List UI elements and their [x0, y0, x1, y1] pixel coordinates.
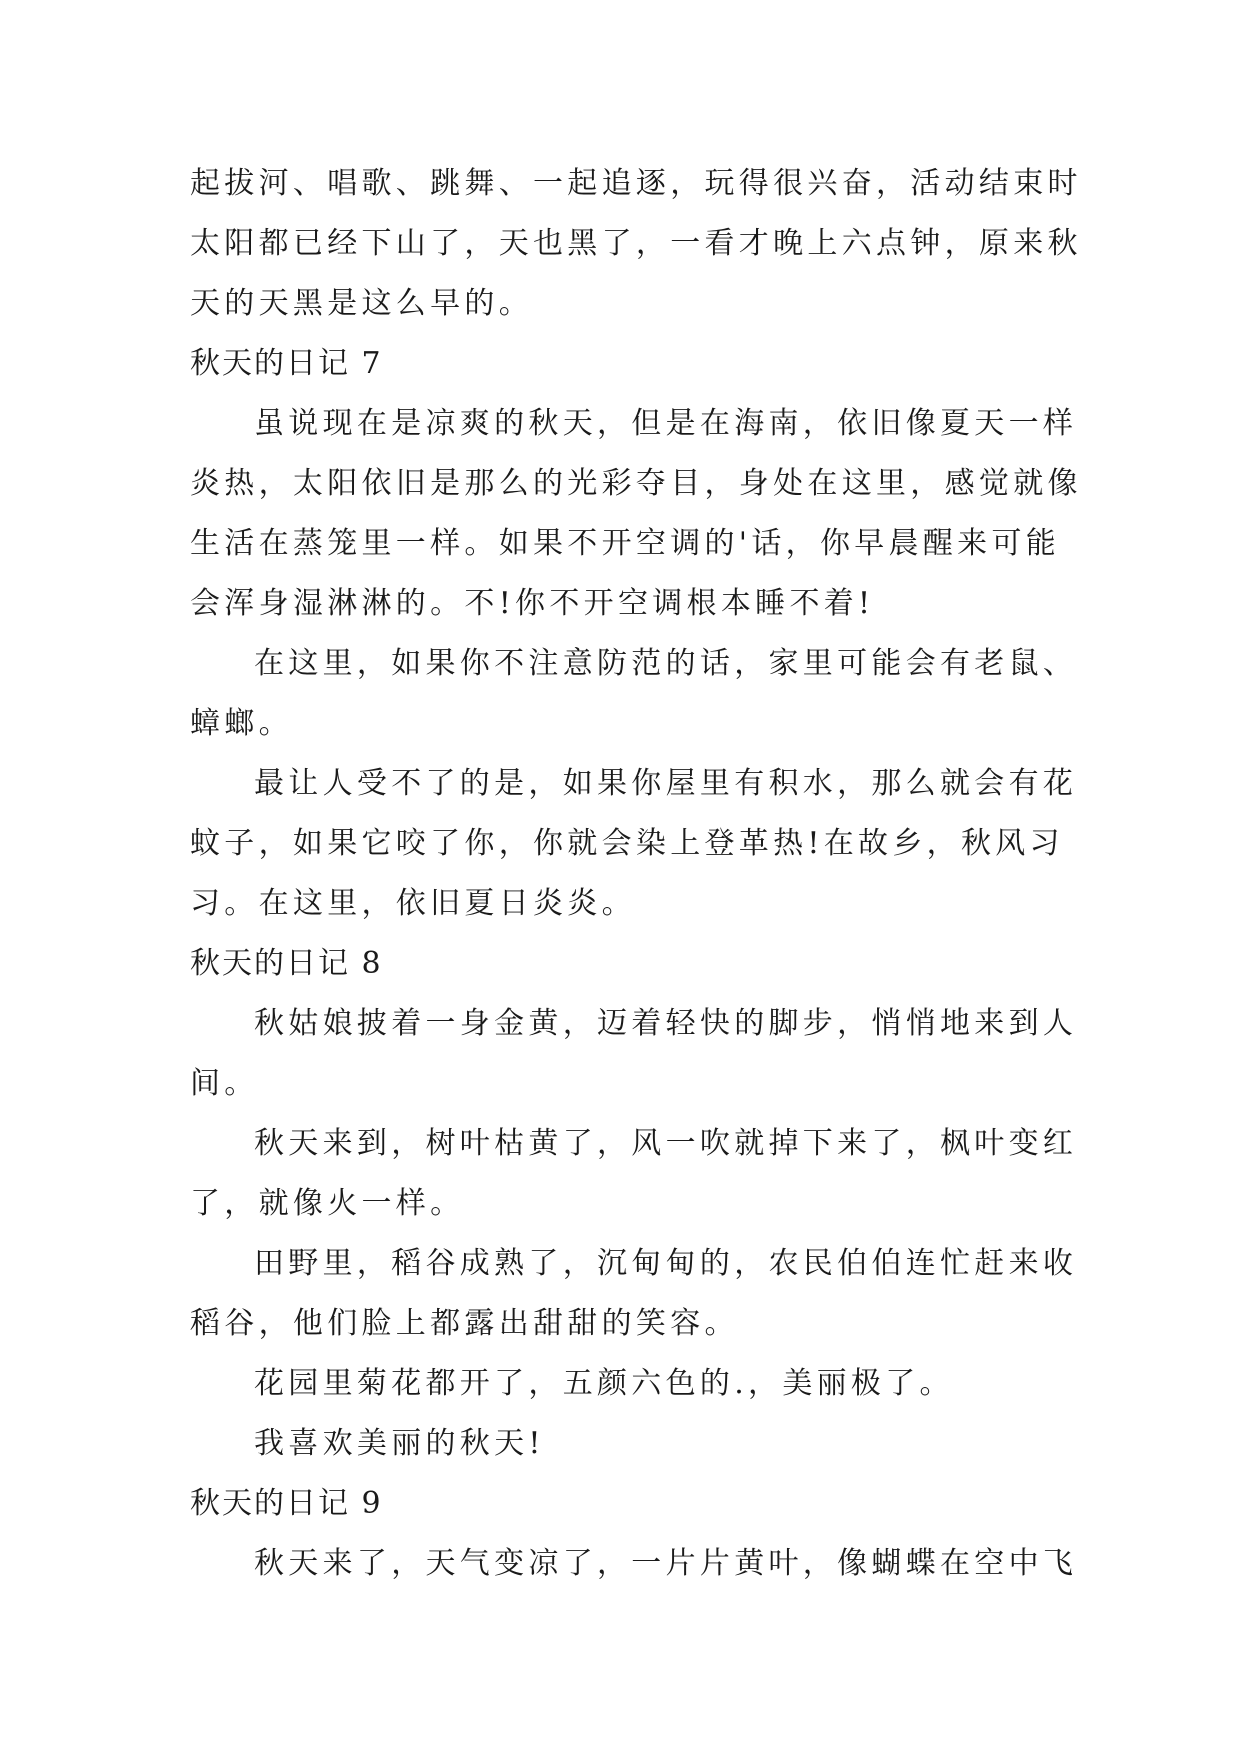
body-line: 太阳都已经下山了，天也黑了，一看才晚上六点钟，原来秋	[190, 226, 1082, 261]
body-line: 会浑身湿淋淋的。不!你不开空调根本睡不着!	[190, 586, 875, 621]
body-line: 天的天黑是这么早的。	[190, 286, 533, 321]
body-line: 稻谷，他们脸上都露出甜甜的笑容。	[190, 1306, 739, 1341]
body-line: 蟑螂。	[190, 706, 293, 741]
body-line: 蚊子，如果它咬了你，你就会染上登革热!在故乡，秋风习	[190, 826, 1064, 861]
paragraph-first-line: 秋天来了，天气变凉了，一片片黄叶，像蝴蝶在空中飞	[254, 1546, 1078, 1581]
paragraph-first-line: 我喜欢美丽的秋天!	[254, 1426, 545, 1461]
paragraph-first-line: 花园里菊花都开了，五颜六色的.，美丽极了。	[254, 1366, 954, 1401]
body-line: 起拔河、唱歌、跳舞、一起追逐，玩得很兴奋，活动结束时	[190, 166, 1082, 201]
body-line: 生活在蒸笼里一样。如果不开空调的'话，你早晨醒来可能	[190, 526, 1061, 561]
body-line: 了，就像火一样。	[190, 1186, 465, 1221]
paragraph-first-line: 虽说现在是凉爽的秋天，但是在海南，依旧像夏天一样	[254, 406, 1078, 441]
paragraph-first-line: 秋天来到，树叶枯黄了，风一吹就掉下来了，枫叶变红	[254, 1126, 1078, 1161]
body-line: 炎热，太阳依旧是那么的光彩夺目，身处在这里，感觉就像	[190, 466, 1082, 501]
section-heading: 秋天的日记 7	[190, 346, 383, 381]
body-line: 习。在这里，依旧夏日炎炎。	[190, 886, 636, 921]
paragraph-first-line: 田野里，稻谷成熟了，沉甸甸的，农民伯伯连忙赶来收	[254, 1246, 1078, 1281]
paragraph-first-line: 最让人受不了的是，如果你屋里有积水，那么就会有花	[254, 766, 1078, 801]
paragraph-first-line: 在这里，如果你不注意防范的话，家里可能会有老鼠、	[254, 646, 1078, 681]
paragraph-first-line: 秋姑娘披着一身金黄，迈着轻快的脚步，悄悄地来到人	[254, 1006, 1078, 1041]
section-heading: 秋天的日记 8	[190, 946, 383, 981]
body-line: 间。	[190, 1066, 259, 1101]
section-heading: 秋天的日记 9	[190, 1486, 383, 1521]
